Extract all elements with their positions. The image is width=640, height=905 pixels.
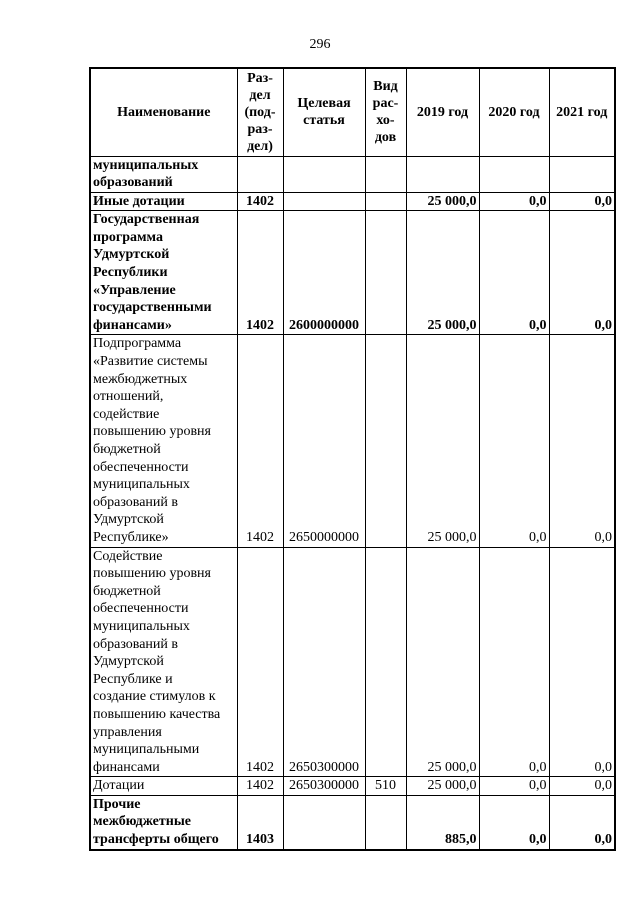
row-2021: 0,0: [549, 211, 615, 335]
row-2020: 0,0: [479, 547, 549, 777]
row-2019: [406, 156, 479, 192]
row-type: [365, 547, 406, 777]
row-type: [365, 192, 406, 211]
row-2019: 25 000,0: [406, 192, 479, 211]
row-type: [365, 156, 406, 192]
row-section: 1402: [237, 335, 283, 547]
row-2019: 25 000,0: [406, 777, 479, 796]
header-2020: 2020 год: [479, 68, 549, 156]
row-target: [283, 192, 365, 211]
row-name: Государственная программа Удмуртской Республики «Управление государственными финансами»: [90, 211, 237, 335]
row-2021: 0,0: [549, 192, 615, 211]
row-type: [365, 795, 406, 849]
row-name: Прочие межбюджетные трансферты общего: [90, 795, 237, 849]
header-section: Раз- дел (под- раз- дел): [237, 68, 283, 156]
row-section: [237, 156, 283, 192]
header-target: Целевая статья: [283, 68, 365, 156]
row-section: 1402: [237, 777, 283, 796]
row-name: муниципальных образований: [90, 156, 237, 192]
row-section: 1402: [237, 211, 283, 335]
row-name: Подпрограмма «Развитие системы межбюджетных отношений, содействие повышению уровня бюджетной обеспеченности муниципальных образований в Удмуртской Республике»: [90, 335, 237, 547]
row-2021: 0,0: [549, 335, 615, 547]
row-2019: 25 000,0: [406, 211, 479, 335]
row-section: 1402: [237, 192, 283, 211]
table-row: [90, 777, 615, 796]
header-name: Наименование: [90, 68, 237, 156]
table-row: [90, 795, 615, 849]
row-target: 2650300000: [283, 777, 365, 796]
row-target: [283, 795, 365, 849]
row-name: Содействие повышению уровня бюджетной обеспеченности муниципальных образований в Удмуртской Республике и создание стимулов к повышению качества управления муниципальными финансами: [90, 547, 237, 777]
row-name: Иные дотации: [90, 192, 237, 211]
row-target: 2650000000: [283, 335, 365, 547]
row-target: [283, 156, 365, 192]
row-2020: 0,0: [479, 335, 549, 547]
row-2019: 885,0: [406, 795, 479, 849]
row-type: [365, 211, 406, 335]
row-2021: 0,0: [549, 795, 615, 849]
header-expense-type: Вид рас- хо- дов: [365, 68, 406, 156]
row-2021: 0,0: [549, 777, 615, 796]
table-row: [90, 156, 615, 192]
row-2019: 25 000,0: [406, 335, 479, 547]
row-type: [365, 335, 406, 547]
row-2020: 0,0: [479, 777, 549, 796]
row-2021: 0,0: [549, 547, 615, 777]
table-row: [90, 192, 615, 211]
row-2020: 0,0: [479, 211, 549, 335]
row-section: 1403: [237, 795, 283, 849]
table-row: [90, 547, 615, 777]
row-name: Дотации: [90, 777, 237, 796]
row-target: 2650300000: [283, 547, 365, 777]
table-row: [90, 335, 615, 547]
row-type: 510: [365, 777, 406, 796]
row-2020: 0,0: [479, 795, 549, 849]
header-row: [90, 68, 615, 156]
header-2021: 2021 год: [549, 68, 615, 156]
row-2020: 0,0: [479, 192, 549, 211]
header-2019: 2019 год: [406, 68, 479, 156]
row-section: 1402: [237, 547, 283, 777]
row-target: 2600000000: [283, 211, 365, 335]
table-row: [90, 211, 615, 335]
budget-table: [89, 67, 616, 851]
row-2021: [549, 156, 615, 192]
row-2019: 25 000,0: [406, 547, 479, 777]
page-number: 296: [309, 37, 331, 52]
row-2020: [479, 156, 549, 192]
